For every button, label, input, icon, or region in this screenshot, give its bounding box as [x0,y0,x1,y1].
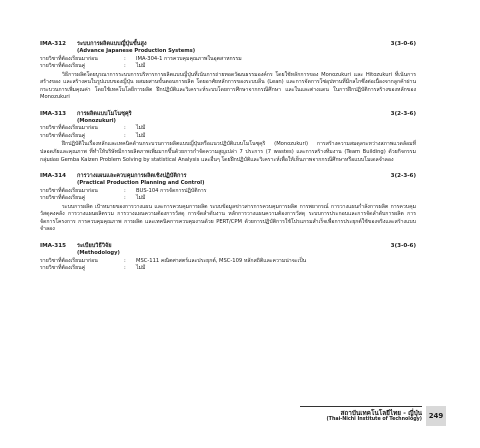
corequisite-value: ไม่มี [136,265,146,272]
corequisite-value: ไม่มี [136,132,146,139]
institute-name-en: (Thai-Nichi Institute of Technology) [326,417,422,422]
course-credits: 3(3-0-6) [390,243,416,250]
course-code: IMA-315 [40,243,66,250]
course-credits: 3(3-0-6) [390,41,416,47]
page-number: 249 [426,406,446,426]
course-code: IMA-312 [40,41,66,47]
course-title-en: (Monozukuri) [77,117,116,124]
prerequisite-row: รายวิชาที่ต้องเรียนมาก่อน : MSC-111 คณิตศาสตร์และประยุกต์, MSC-109 หลักสถิติและความน่าจะเป็น [40,258,416,266]
course-title: การวางแผนและควบคุมการผลิตเชิงปฏิบัติการ [77,173,187,180]
course-description: ฝึกปฏิบัติในเรื่องหลักและเทคนิคด้านกระบวนการผลิตแบบญี่ปุ่นหรือแนวปฏิบัติแบบโมโนซุคุริ (Monozukuri) การสร้างความสมดุลระหว่างสภาพแวดล้อมที่ปลอดภัยและคุณภาพ ที่ทำให้บริษัทมีการผลิตภาพเพิ่มมากขึ้นด้วยการกำจัดความสูญเปล่า 7 ประการ (7 wastes) และการสร้างทีมงาน (Team Building) ด้วยกิจกรรมกลุ่มย่อย Gemba Kaizen Problem Solving by statistical Analysis และอื่นๆ โดยฝึกปฏิบัติและวิเคราะห์เพื่อให้เห็นภาพจากกรณีศึกษาหรือแบบโมเดลจำลอง [40,141,416,163]
prerequisite-row: รายวิชาที่ต้องเรียนมาก่อน : IMA-304-1 การควบคุมคุณภาพในอุตสาหกรรม [40,56,416,64]
course-title-en: (Advance Japanese Production Systems) [77,48,196,54]
course-code: IMA-313 [40,110,66,117]
corequisite-row: รายวิชาที่ต้องเรียนคู่ : ไม่มี [40,63,416,71]
course-credits: 3(2-3-6) [390,173,416,180]
course-title-en: (Methodology) [77,250,120,257]
prerequisite-row: รายวิชาที่ต้องเรียนมาก่อน : ไม่มี [40,125,416,133]
course-list [40,40,416,281]
prerequisite-row: รายวิชาที่ต้องเรียนมาก่อน : BUS-104 การจัดการปฏิบัติการ [40,188,416,196]
corequisite-row: รายวิชาที่ต้องเรียนคู่ : ไม่มี [40,265,416,273]
footer-divider [300,406,422,407]
prerequisite-value: ไม่มี [136,125,146,132]
course-title: ระบบการผลิตแบบญี่ปุ่นขั้นสูง [77,41,147,47]
course-ima-312 [40,40,416,102]
prerequisite-value: BUS-104 การจัดการปฏิบัติการ [136,187,207,194]
institute-name-th: สถาบันเทคโนโลยีไทย - ญี่ปุ่น [340,409,422,417]
prerequisite-value: IMA-304-1 การควบคุมคุณภาพในอุตสาหกรรม [136,55,242,62]
corequisite-row: รายวิชาที่ต้องเรียนคู่ : ไม่มี [40,195,416,203]
course-title: การผลิตแบบโมโนซุคุริ [77,110,132,117]
course-code: IMA-314 [40,173,66,180]
course-title: ระเบียบวิธีวิจัย [77,243,112,250]
prerequisite-value: MSC-111 คณิตศาสตร์และประยุกต์, MSC-109 หลักสถิติและความน่าจะเป็น [136,257,307,264]
course-ima-315 [40,242,416,273]
course-credits: 3(2-3-6) [390,110,416,117]
course-ima-314 [40,172,416,234]
corequisite-value: ไม่มี [136,63,146,69]
course-title-en: (Practical Production Planning and Control) [77,180,205,187]
course-description: วิธีการผลิตโดยบูรณาการระบบการบริหารการผลิตแบบญี่ปุ่นที่เน้นการถ่ายทอดวัฒนธรรมองค์กร โดยใช้หลักการของ Monozukuri และ Hitozukuri ที่เน้นการสร้างของ และสร้างคนในรูปแบบของญี่ปุ่น ผสมผสานขั้นตอนการผลิต โดยอาศัยหลักการของระบบลีน (Lean) และการจัดการโซ่อุปทานที่มีกลไกซึ่งต่อเนื่องจากลูกค้าผ่านกระบวนการเพิ่มคุณค่า โดยใช้เทคโนโลยีการผลิต ฝึกปฏิบัติและวิเคราะห์ระบบโดยการศึกษาจากกรณีศึกษา และในและต่างแดน ในการฝึกปฏิบัติการสร้างของหลักของ Monozukuri [40,71,416,101]
corequisite-value: ไม่มี [136,195,146,202]
course-ima-313 [40,110,416,164]
course-description: ระบบการผลิต เป้าหมายของการวางแผน และการควบคุมการผลิต ระบบข้อมูลข่าวสารการควบคุมการผลิต การพยากรณ์ การวางแผนกำลังการผลิต การควบคุมวัสดุคงคลัง การวางแผนผลิตรวม การวางแผนความต้องการวัสดุ การจัดลำดับงาน หลักการวางแผนความต้องการวัสดุ ระบบการประกอบและการจัดลำดับการผลิต การจัดการโครงการ การควบคุมคุณภาพ การผลิต และเทคนิคการควบคุมงานด้วย PERT/CPM ด้วยการปฏิบัติการใช้โปรแกรมสำเร็จเพื่อการประยุกต์ใช้ของจริงและสร้างแบบจำลอง [40,203,416,233]
page-footer [0,404,480,428]
corequisite-row: รายวิชาที่ต้องเรียนคู่ : ไม่มี [40,133,416,141]
